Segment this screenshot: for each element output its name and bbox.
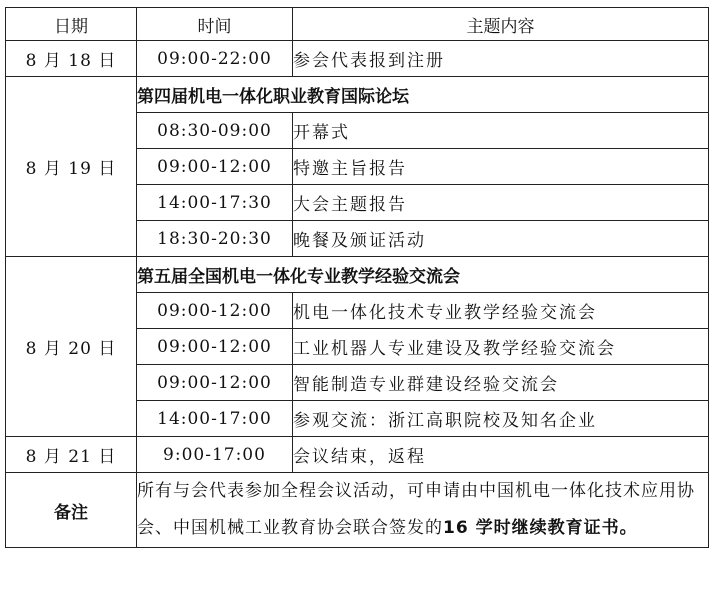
note-row <box>6 473 709 548</box>
time-cell: 14:00-17:30 <box>137 185 293 221</box>
table-row <box>6 41 709 77</box>
time-cell: 18:30-20:30 <box>137 221 293 257</box>
note-text <box>137 473 709 548</box>
header-topic: 主题内容 <box>293 8 709 41</box>
note-label: 备注 <box>6 473 137 548</box>
topic-cell: 特邀主旨报告 <box>293 149 709 185</box>
section-title: 第四届机电一体化职业教育国际论坛 <box>137 77 709 113</box>
topic-cell: 会议结束，返程 <box>293 437 709 473</box>
header-time: 时间 <box>137 8 293 41</box>
time-cell: 14:00-17:00 <box>137 401 293 437</box>
time-cell: 9:00-17:00 <box>137 437 293 473</box>
topic-cell: 晚餐及颁证活动 <box>293 221 709 257</box>
table-row <box>6 437 709 473</box>
time-cell: 09:00-22:00 <box>137 41 293 77</box>
time-cell: 09:00-12:00 <box>137 329 293 365</box>
topic-cell: 机电一体化技术专业教学经验交流会 <box>293 293 709 329</box>
topic-cell: 开幕式 <box>293 113 709 149</box>
date-cell: 8 月 18 日 <box>6 41 137 77</box>
date-cell: 8 月 21 日 <box>6 437 137 473</box>
table-row <box>6 77 709 113</box>
time-cell: 09:00-12:00 <box>137 149 293 185</box>
time-cell: 08:30-09:00 <box>137 113 293 149</box>
time-cell: 09:00-12:00 <box>137 365 293 401</box>
table-row <box>6 257 709 293</box>
topic-cell: 工业机器人专业建设及教学经验交流会 <box>293 329 709 365</box>
note-text-normal: 所有与会代表参加全程会议活动，可申请由中国机电一体化技术应用协会、中国机械工业教育协会联合签发的 <box>137 481 695 538</box>
schedule-table <box>5 7 709 548</box>
topic-cell: 大会主题报告 <box>293 185 709 221</box>
topic-cell: 智能制造专业群建设经验交流会 <box>293 365 709 401</box>
header-date: 日期 <box>6 8 137 41</box>
time-cell: 09:00-12:00 <box>137 293 293 329</box>
date-cell: 8 月 20 日 <box>6 257 137 437</box>
date-cell: 8 月 19 日 <box>6 77 137 257</box>
note-text-bold: 16 学时继续教育证书。 <box>443 518 638 538</box>
section-title: 第五届全国机电一体化专业教学经验交流会 <box>137 257 709 293</box>
header-row <box>6 8 709 41</box>
topic-cell: 参会代表报到注册 <box>293 41 709 77</box>
topic-cell: 参观交流：浙江高职院校及知名企业 <box>293 401 709 437</box>
